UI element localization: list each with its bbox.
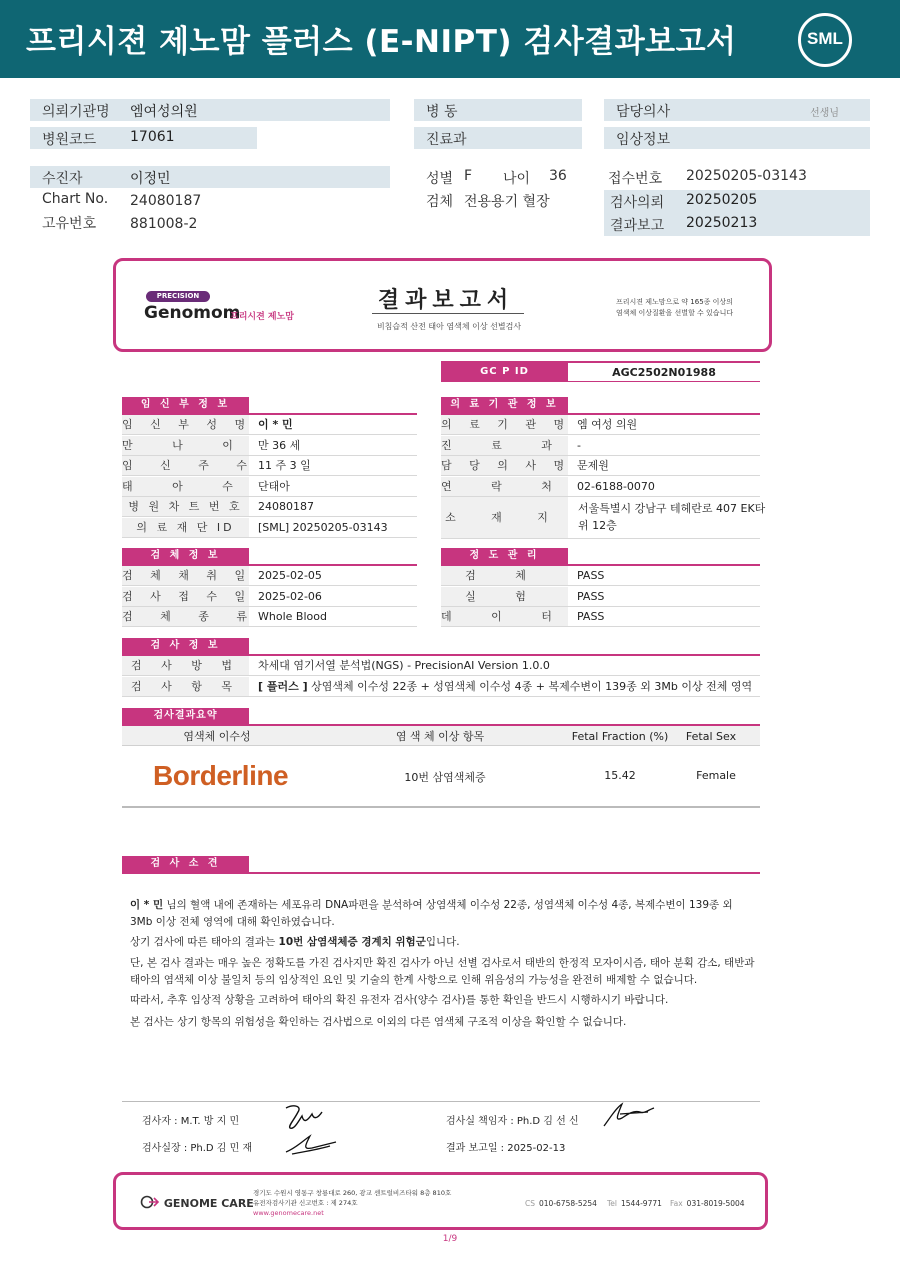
- finding-p3-line1: 단, 본 검사 결과는 매우 높은 정확도를 가진 검사지만 확진 검사가 아닌 선별 검사로서 태반의 한정적 모자이시즘, 태아 분획 감소, 태반과: [130, 957, 755, 969]
- department-label: 진료과: [426, 132, 467, 148]
- test-method-value: 차세대 염기서열 분석법(NGS) - PrecisionAI Version 1.0.0: [258, 659, 550, 672]
- department-row: [414, 127, 582, 149]
- summary-fetal-sex: Female: [696, 769, 736, 782]
- specimen-label: 검 체 종 류: [122, 607, 249, 626]
- age-value: 36: [549, 168, 567, 184]
- lab-head: 검사실장 : Ph.D 김 민 재: [142, 1143, 253, 1154]
- sml-logo: [798, 13, 852, 67]
- banner-side-line2: 염색체 이상질환을 선별할 수 있습니다: [616, 309, 734, 317]
- medical-label: 연 락 처: [441, 477, 568, 496]
- receipt-value: 20250205-03143: [686, 168, 807, 184]
- ward-label: 병 동: [426, 104, 458, 120]
- footer-cs-label: CS: [525, 1199, 535, 1208]
- gcp-id-value: AGC2502N01988: [568, 361, 760, 382]
- footer-fax-label: Fax: [670, 1199, 683, 1208]
- genomom-logo: Genomom: [144, 303, 241, 323]
- ward-row: [414, 99, 582, 121]
- request-label: 검사의뢰: [610, 195, 665, 211]
- banner-side-text: [616, 297, 766, 319]
- banner-title: 결과보고서: [377, 288, 515, 313]
- medical-row: [441, 456, 760, 476]
- qc-value: PASS: [577, 610, 605, 623]
- patient-value: 이정민: [130, 171, 171, 187]
- report-label: 결과보고: [610, 218, 665, 234]
- pregnant-value: 만 36 세: [258, 438, 301, 452]
- qc-value: PASS: [577, 589, 605, 603]
- signature-top-line: [122, 1101, 760, 1102]
- institution-value: 엠여성의원: [130, 104, 198, 120]
- specimen-value: Whole Blood: [258, 610, 327, 623]
- test-method-label: 검 사 방 법: [122, 656, 249, 675]
- finding-paragraph-5: 본 검사는 상기 항목의 위험성을 확인하는 검사법으로 이외의 다른 염색체 구조적 이상을 확인할 수 없습니다.: [130, 1016, 627, 1028]
- medical-label: 의 료 기 관 명: [441, 415, 568, 434]
- footer-tel: [607, 1199, 662, 1208]
- medical-value: -: [577, 438, 581, 452]
- qc-header: 정 도 관 리: [441, 548, 568, 564]
- doctor-suffix: 선생님: [810, 108, 839, 119]
- pregnant-label: 만 나 이: [122, 436, 249, 455]
- hospital-code-row: [30, 127, 257, 149]
- genomom-sub-logo: 프리시젼 제노맘: [230, 312, 294, 322]
- summary-result: Borderline: [153, 760, 289, 791]
- footer-addr2: 유전자검사기관 신고번호 : 제 274호: [253, 1199, 358, 1207]
- finding-paragraph-3: [130, 955, 760, 989]
- qc-label: 데 이 터: [441, 607, 568, 626]
- pregnant-row: [122, 477, 417, 497]
- test-items-tag: [ 플러스 ]: [258, 680, 308, 693]
- test-items-text: 상염색체 이수성 22종 + 성염색체 이수성 4종 + 복제수변이 139종 외 3Mb 이상 전체 영역: [311, 680, 753, 693]
- test-method-row: [122, 656, 760, 676]
- address-line2: 위 12층: [578, 519, 617, 532]
- request-value: 20250205: [686, 192, 758, 208]
- test-items-value: [258, 677, 752, 696]
- pregnant-label: 의 료 재 단 ID: [122, 518, 249, 537]
- report-date: 결과 보고일 : 2025-02-13: [446, 1143, 566, 1154]
- pregnant-row: [122, 497, 417, 517]
- finding-paragraph-1: [130, 897, 760, 931]
- address-row: [441, 497, 766, 539]
- footer-addr1: 경기도 수원시 영통구 창룡대로 260, 광교 센트럴비즈타워 8층 810호: [253, 1189, 452, 1197]
- specimen-row: [122, 607, 417, 627]
- qc-label: 검 체: [441, 566, 568, 585]
- pregnant-value: 11 주 3 일: [258, 459, 311, 472]
- pregnant-label: 임 신 부 성 명: [122, 415, 249, 434]
- report-value: 20250213: [686, 215, 758, 231]
- pregnant-label: 병 원 차 트 번 호: [122, 497, 249, 516]
- test-items-label: 검 사 항 목: [122, 677, 249, 696]
- qc-label: 실 험: [441, 587, 568, 606]
- lab-head-signature-icon: [282, 1130, 338, 1158]
- medical-row: [441, 415, 760, 435]
- medical-info-header: 의 료 기 관 정 보: [441, 397, 568, 413]
- medical-row: [441, 477, 760, 497]
- banner-divider: [372, 313, 524, 314]
- footer-cs-value: 010-6758-5254: [539, 1199, 597, 1208]
- qc-value: PASS: [577, 569, 605, 582]
- finding-p2-post: 입니다.: [425, 936, 460, 948]
- specimen-value: 2025-02-06: [258, 589, 322, 603]
- summary-header: 검사결과요약: [122, 708, 249, 724]
- medical-label: 진 료 과: [441, 436, 568, 455]
- medical-value: 02-6188-0070: [577, 479, 655, 493]
- specimen-label: 검 사 접 수 일: [122, 587, 249, 606]
- lab-responsible-signature-icon: [600, 1100, 656, 1130]
- chart-value: 24080187: [130, 193, 202, 209]
- specimen-label: 검체: [426, 194, 454, 210]
- summary-fetal-fraction: 15.42: [604, 769, 636, 782]
- summary-col-aneuploidy: 염색체 이수성: [183, 730, 251, 743]
- finding-p1-line1: 님의 혈액 내에 존재하는 세포유리 DNA파편을 분석하여 상염색체 이수성 22종, 성염색체 이수성 4종, 복제수변이 139종 외: [163, 899, 733, 911]
- pregnant-value: 단태아: [258, 479, 290, 493]
- pregnant-row: [122, 518, 417, 538]
- footer-tel-value: 1544-9771: [621, 1199, 662, 1208]
- pregnant-value: 24080187: [258, 500, 314, 513]
- tester-signature-icon: [282, 1102, 328, 1132]
- summary-col-sex: Fetal Sex: [685, 730, 737, 743]
- pregnant-label: 태 아 수: [122, 477, 249, 496]
- findings-header: 검 사 소 견: [122, 856, 249, 872]
- patient-label: 수진자: [42, 171, 83, 187]
- address-label: 소 재 지: [441, 497, 568, 538]
- summary-col-ff: Fetal Fraction (%): [571, 730, 669, 743]
- specimen-row: [122, 587, 417, 607]
- sex-value: F: [464, 168, 473, 184]
- footer-cs: [525, 1199, 597, 1208]
- page-number: 1/9: [442, 1234, 458, 1244]
- clinical-label: 임상정보: [616, 132, 671, 148]
- sex-label: 성별: [426, 171, 454, 187]
- sml-logo-text: SML: [807, 29, 843, 48]
- medical-value: 엠 여성 의원: [577, 418, 638, 431]
- summary-bottom-line: [122, 806, 760, 808]
- footer-fax: [670, 1199, 745, 1208]
- finding-p1-line2: 3Mb 이상 전체 영역에 대해 확인하였습니다.: [130, 916, 335, 928]
- footer-tel-label: Tel: [607, 1199, 618, 1208]
- specimen-value: 2025-02-05: [258, 569, 322, 582]
- medical-row: [441, 436, 760, 456]
- specimen-label: 검 체 채 취 일: [122, 566, 249, 585]
- qc-row: [441, 587, 760, 607]
- footer-fax-value: 031-8019-5004: [686, 1199, 745, 1208]
- hospital-code-value: 17061: [130, 129, 175, 145]
- test-items-row: [122, 677, 760, 697]
- pregnant-info-header: 임 신 부 정 보: [122, 397, 249, 413]
- tester: 검사자 : M.T. 방 지 민: [142, 1116, 240, 1127]
- footer-box: [113, 1172, 768, 1230]
- finding-p2-bold: 10번 삼염색체증 경계치 위험군: [278, 936, 426, 948]
- clinical-row: [604, 127, 870, 149]
- report-banner: [113, 258, 772, 352]
- pregnant-label: 임 신 주 수: [122, 456, 249, 475]
- chart-label: Chart No.: [42, 191, 109, 207]
- pregnant-row: [122, 456, 417, 476]
- banner-side-line1: 프리시젼 제노맘으로 약 165종 이상의: [616, 298, 733, 306]
- qc-row: [441, 566, 760, 586]
- qc-row: [441, 607, 760, 627]
- institution-row: [30, 99, 390, 121]
- finding-p2-pre: 상기 검사에 따른 태아의 결과는: [130, 936, 279, 948]
- finding-patient-name: 이 * 민: [130, 899, 164, 911]
- receipt-label: 접수번호: [608, 171, 663, 187]
- medical-label: 담 당 의 사 명: [441, 456, 568, 475]
- summary-col-abnormal: 염 색 체 이상 항목: [395, 730, 485, 743]
- summary-abnormal-item: 10번 삼염색체증: [404, 771, 486, 784]
- finding-paragraph-2: [130, 934, 760, 951]
- request-report-box: [604, 190, 870, 236]
- footer-web-link[interactable]: www.genomecare.net: [253, 1209, 324, 1217]
- id-label: 고유번호: [42, 216, 97, 232]
- finding-p3-line2: 태아의 염색체 이상 불일치 등의 임상적인 요인 및 기술의 한계 사항으로 인해 위음성의 가능성을 완전히 배제할 수 없습니다.: [130, 974, 698, 986]
- test-info-header: 검 사 정 보: [122, 638, 249, 654]
- specimen-value: 전용용기 혈장: [464, 194, 550, 210]
- pregnant-row: [122, 436, 417, 456]
- genome-care-logo: [140, 1195, 254, 1210]
- hospital-code-label: 병원코드: [42, 132, 97, 148]
- doctor-label: 담당의사: [616, 104, 671, 120]
- findings-line: [122, 872, 760, 874]
- finding-paragraph-4: 따라서, 추후 임상적 상황을 고려하여 태아의 확진 유전자 검사(양수 검사)를 통한 확인을 반드시 시행하시기 바랍니다.: [130, 994, 669, 1006]
- doctor-row: [604, 99, 870, 121]
- gcp-id-label: GC P ID: [441, 361, 568, 382]
- address-line1: 서울특별시 강남구 테헤란로 407 EK타: [578, 502, 766, 515]
- pregnant-value: 이 * 민: [258, 418, 293, 431]
- medical-value: 문제원: [577, 459, 609, 472]
- patient-row: [30, 166, 390, 188]
- report-title: 프리시젼 제노맘 플러스 (E-NIPT) 검사결과보고서: [26, 24, 737, 60]
- genome-care-text: GENOME CARE: [163, 1197, 254, 1210]
- precision-badge: PRECISION: [146, 291, 210, 302]
- header-bar: [0, 0, 900, 78]
- specimen-row: [122, 566, 417, 586]
- id-value: 881008-2: [130, 216, 198, 232]
- pregnant-row: [122, 415, 417, 435]
- genome-care-mark-icon: [140, 1195, 160, 1209]
- age-label: 나이: [503, 171, 531, 187]
- pregnant-value: [SML] 20250205-03143: [258, 520, 388, 534]
- lab-responsible: 검사실 책임자 : Ph.D 김 선 신: [446, 1116, 579, 1127]
- banner-subtitle: 비침습적 산전 태아 염색체 이상 선별검사: [376, 322, 522, 331]
- specimen-info-header: 검 체 정 보: [122, 548, 249, 564]
- institution-label: 의뢰기관명: [42, 104, 110, 120]
- footer-address: [253, 1188, 451, 1218]
